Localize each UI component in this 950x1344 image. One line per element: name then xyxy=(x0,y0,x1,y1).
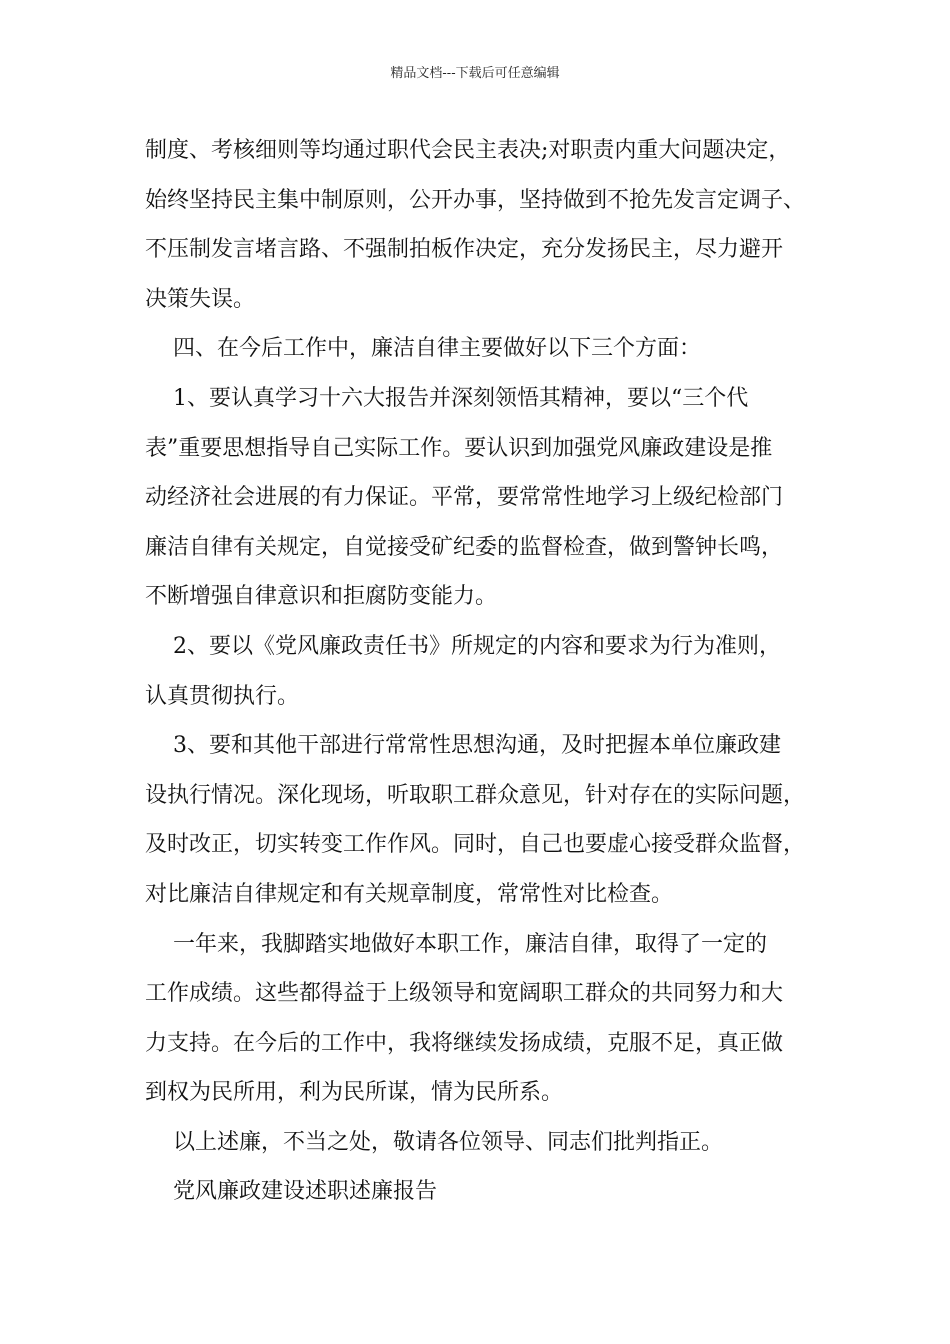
text-line: 以上述廉，不当之处，敬请各位领导、同志们批判指正。 xyxy=(145,1129,723,1155)
text-line: 动经济社会进展的有力保证。平常，要常常性地学习上级纪检部门 xyxy=(145,485,784,511)
document-title-line: 党风廉政建设述职述廉报告 xyxy=(145,1179,437,1205)
text-line: 不压制发言堵言路、不强制拍板作决定，充分发扬民主，尽力避开 xyxy=(145,237,784,263)
text-line: 力支持。在今后的工作中，我将继续发扬成绩，克服不足，真正做 xyxy=(145,1030,784,1056)
text-line: 对比廉洁自律规定和有关规章制度，常常性对比检查。 xyxy=(145,881,674,907)
document-body xyxy=(145,126,825,1217)
text-line: 始终坚持民主集中制原则，公开办事，坚持做到不抢先发言定调子、 xyxy=(145,187,806,213)
text-line: 一年来，我脚踏实地做好本职工作，廉洁自律，取得了一定的 xyxy=(145,931,767,957)
text-line: 到权为民所用，利为民所谋，情为民所系。 xyxy=(145,1080,564,1106)
section-heading: 四、在今后工作中，廉洁自律主要做好以下三个方面： xyxy=(145,336,701,362)
text-line: 表”重要思想指导自己实际工作。要认识到加强党风廉政建设是推 xyxy=(145,435,773,461)
text-line: 廉洁自律有关规定，自觉接受矿纪委的监督检查，做到警钟长鸣， xyxy=(145,534,784,560)
text-line: 3、要和其他干部进行常常性思想沟通，及时把握本单位廉政建 xyxy=(145,733,781,759)
text-line: 不断增强自律意识和拒腐防变能力。 xyxy=(145,584,498,610)
text-line: 及时改正，切实转变工作作风。同时，自己也要虚心接受群众监督， xyxy=(145,832,806,858)
text-line: 决策失误。 xyxy=(145,286,256,312)
text-line: 制度、考核细则等均通过职代会民主表决;对职责内重大问题决定， xyxy=(145,138,791,163)
page-header: 精品文档---下载后可任意编辑 xyxy=(390,66,560,81)
text-line: 工作成绩。这些都得益于上级领导和宽阔职工群众的共同努力和大 xyxy=(145,981,784,1007)
text-line: 认真贯彻执行。 xyxy=(145,683,300,709)
text-line: 设执行情况。深化现场，听取职工群众意见，针对存在的实际问题， xyxy=(145,782,806,808)
text-line: 1、要认真学习十六大报告并深刻领悟其精神，要以“三个代 xyxy=(145,385,749,411)
text-line: 2、要以《党风廉政责任书》所规定的内容和要求为行为准则， xyxy=(145,633,781,659)
